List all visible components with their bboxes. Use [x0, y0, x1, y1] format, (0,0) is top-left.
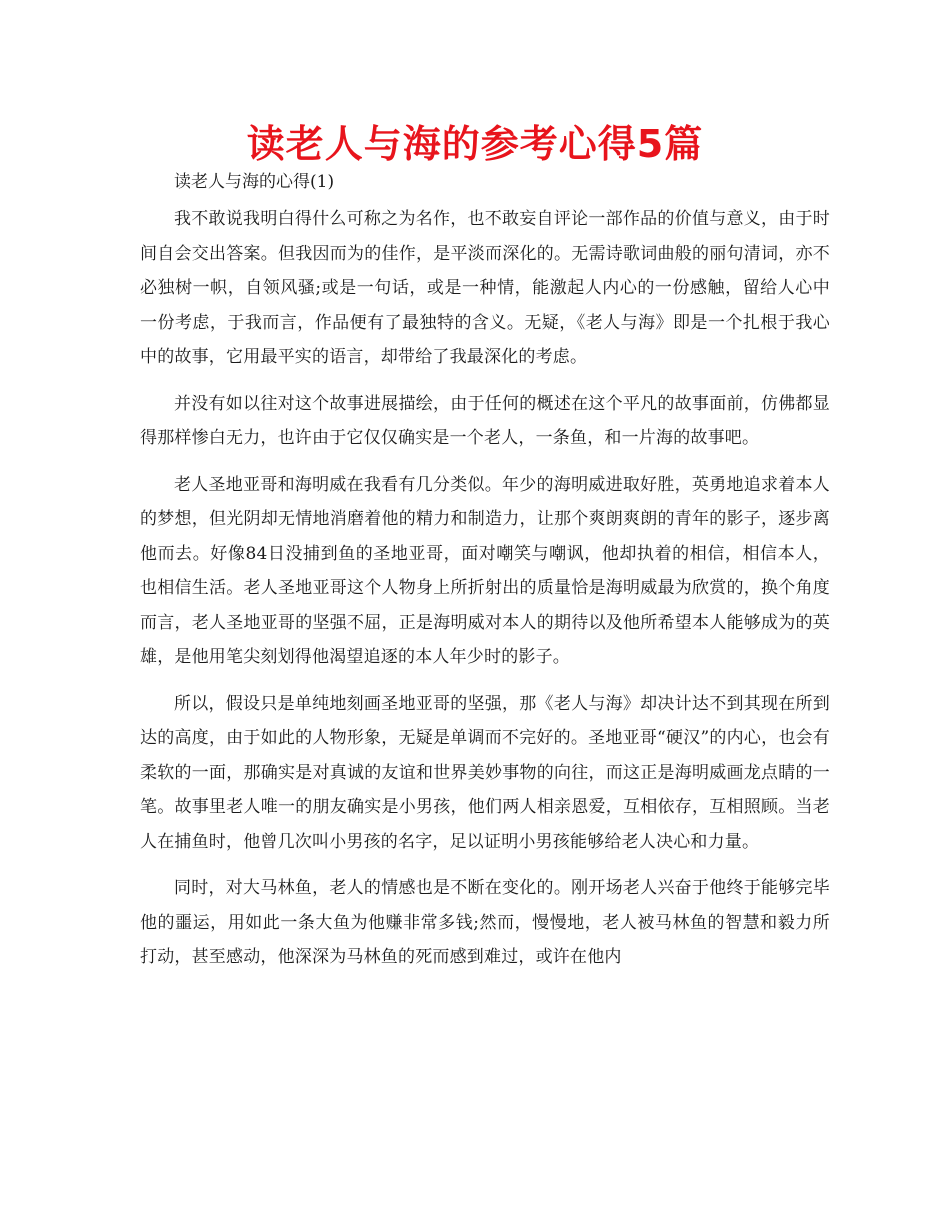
- section-heading: 读老人与海的心得(1): [174, 172, 335, 192]
- paragraph-1: 我不敢说我明白得什么可称之为名作，也不敢妄自评论一部作品的价值与意义，由于时间自会交出答案。但我因而为的佳作，是平淡而深化的。无需诗歌词曲般的丽句清词，亦不必独树一帜，自领风骚;或是一句话，或是一种情，能激起人内心的一份感触，留给人心中一份考虑，于我而言，作品便有了最独特的含义。无疑，《老人与海》即是一个扎根于我心中的故事，它用最平实的语言，却带给了我最深化的考虑。: [140, 209, 830, 367]
- document-title: 读老人与海的参考心得5篇: [246, 122, 704, 166]
- paragraph-2: 并没有如以往对这个故事进展描绘，由于任何的概述在这个平凡的故事面前，仿佛都显得那样惨白无力，也许由于它仅仅确实是一个老人，一条鱼，和一片海的故事吧。: [140, 393, 830, 448]
- document-body: [140, 168, 830, 987]
- paragraph-4: 所以，假设只是单纯地刻画圣地亚哥的坚强，那《老人与海》却决计达不到其现在所到达的高度，由于如此的人物形象，无疑是单调而不完好的。圣地亚哥“硬汉”的内心，也会有柔软的一面，那确实是对真诚的友谊和世界美妙事物的向往，而这正是海明威画龙点睛的一笔。故事里老人唯一的朋友确实是小男孩，他们两人相亲恩爱，互相依存，互相照顾。当老人在捕鱼时，他曾几次叫小男孩的名字，足以证明小男孩能够给老人决心和力量。: [140, 693, 830, 852]
- paragraph-3: 老人圣地亚哥和海明威在我看有几分类似。年少的海明威进取好胜，英勇地追求着本人的梦想，但光阴却无情地消磨着他的精力和制造力，让那个爽朗爽朗的青年的影子，逐步离他而去。好像84日没捕到鱼的圣地亚哥，面对嘲笑与嘲讽，他却执着的相信，相信本人，也相信生活。老人圣地亚哥这个人物身上所折射出的质量恰是海明威最为欣赏的，换个角度而言，老人圣地亚哥的坚强不屈，正是海明威对本人的期待以及他所希望本人能够成为的英雄，是他用笔尖刻划得他渴望追逐的本人年少时的影子。: [140, 474, 830, 667]
- paragraph-5: 同时，对大马林鱼，老人的情感也是不断在变化的。刚开场老人兴奋于他终于能够完毕他的噩运，用如此一条大鱼为他赚非常多钱;然而，慢慢地，老人被马林鱼的智慧和毅力所打动，甚至感动，他深深为马林鱼的死而感到难过，或许在他内: [140, 878, 830, 967]
